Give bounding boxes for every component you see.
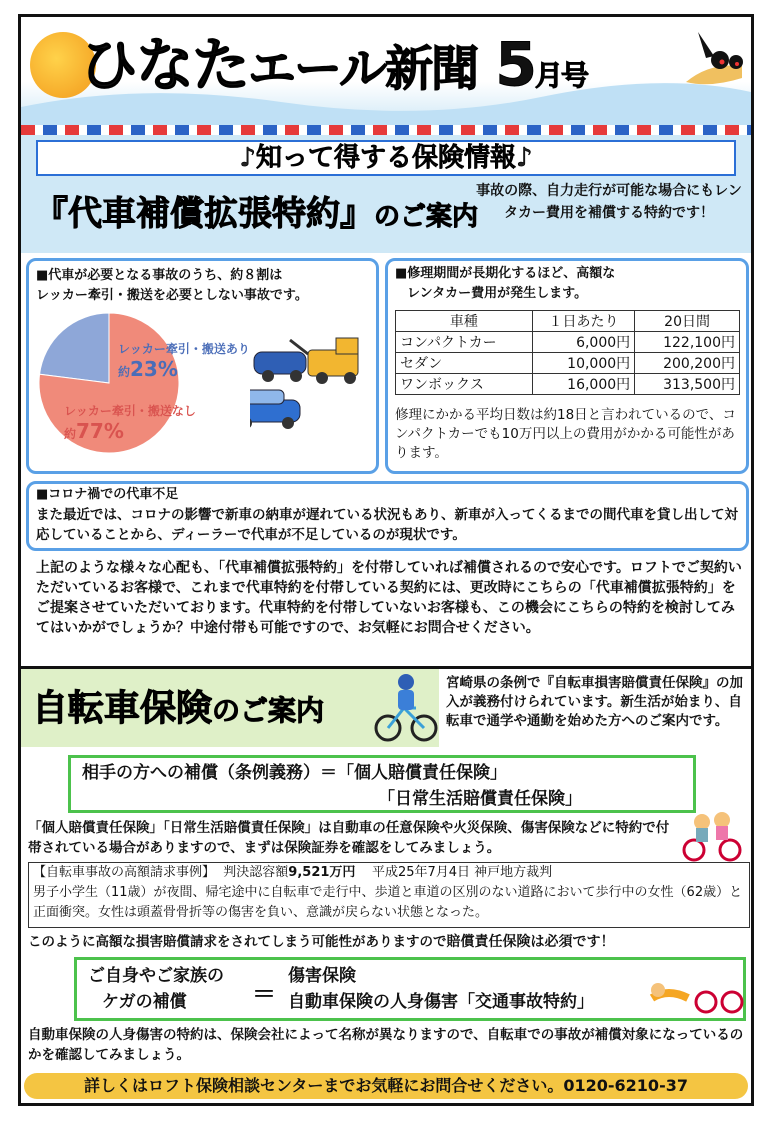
injury-equals: ＝ [252, 980, 276, 1008]
daisha-heading: 『代車補償拡張特約』のご案内 [34, 194, 479, 234]
decorative-stripe [21, 125, 751, 135]
liability-note: 「個人賠償責任保険」「日常生活賠償責任保険」は自動車の任意保険や火災保険、傷害保険などに特約で付帯されている場合がありますので、まずは保険証券を確認をしてみましょう。 [28, 820, 670, 856]
col-header: 車種 [396, 311, 533, 332]
repair-note: 修理にかかる平均日数は約18日と言われているので、コンパクトカーでも10万円以上の費用がかかる可能性があります。 [395, 407, 736, 461]
jitensha-heading: 自転車保険のご案内 [32, 688, 325, 729]
liability-content: 相手の方への補償（条例義務）＝「個人賠償責任保険」 「日常生活賠償責任保険」 [82, 763, 582, 809]
injury-right: 傷害保険 自動車保険の人身傷害「交通事故特約」 [288, 966, 594, 1012]
table-header-row [396, 311, 740, 332]
daisha-summary: 上記のような様々な心配も、「代車補償拡張特約」を付帯していれば補償されるので安心です。ロフトでご契約いただいているお客様で、これまで代車特約を付帯している契約には、更改時にこちらの「代車補償拡張特約」をご提案させていただいております。代車特約を付帯していないお客様も、この機会にこちらの特約を検討してみてはいかがでしょうか？中途付帯も可能ですので、お気軽にお問合せください。 [36, 560, 742, 636]
pie-label-tow: レッカー牽引・搬送あり 約23% [118, 342, 250, 381]
contact-footer: 詳しくはロフト保険相談センターまでお気軽にお問合せください。0120-6210-37 [24, 1073, 748, 1099]
accident-stats-title: ■代車が必要となる事故のうち、約８割は レッカー牽引・搬送を必要としない事故です。 [36, 268, 308, 303]
jitensha-intro: 宮崎県の条例で『自転車損害賠償責任保険』の加入が義務付けられています。新生活が始まり、自転車で通学や通勤を始めた方へのご案内です。 [446, 675, 743, 729]
table-row: ワンボックス 16,000円 313,500円 [396, 374, 740, 395]
pie-slice-tow [40, 313, 109, 383]
col-header: 20日間 [635, 311, 740, 332]
liability-warning: このように高額な損害賠償請求をされてしまう可能性がありますので賠償責任保険は必須です！ [28, 934, 615, 950]
col-header: １日あたり [532, 311, 634, 332]
table-row: セダン 10,000円 200,200円 [396, 353, 740, 374]
injury-note: 自動車保険の人身傷害の特約は、保険会社によって名称が異なりますので、自転車での事故が補償対象になっているのかを確認してみましょう。 [28, 1027, 744, 1063]
accident-case-box: 【自転車事故の高額請求事例】 判決認容額9,521万円 平成25年7月4日 神戸地方裁判 男子小学生（11歳）が夜間、帰宅途中に自転車で走行中、歩道と車道の区別のない道路において歩行中の女性（62歳）と正面衝突。女性は頭蓋骨骨折等の傷害を負い、意識が戻らない状態となった。 [28, 862, 750, 928]
swallow-icon [680, 22, 746, 92]
injury-left: ご自身やご家族の ケガの補償 [88, 966, 224, 1012]
rental-price-table [395, 310, 740, 395]
pie-label-no-tow: レッカー牽引・搬送なし 約77% [64, 404, 196, 443]
rental-cost-title: ■修理期間が長期化するほど、高額な レンタカー費用が発生します。 [395, 266, 616, 301]
bicycle-crash-icon [648, 968, 744, 1016]
insurance-info-banner: ♪知って得する保険情報♪ [36, 140, 736, 176]
newspaper-title: ひなたエール新聞 5月号 [80, 30, 588, 100]
family-bicycle-icon [676, 810, 748, 862]
tow-truck-illustration [250, 330, 375, 430]
cyclist-icon [374, 672, 438, 744]
daisha-intro: 事故の際、自力走行が可能な場合にもレンタカー費用を補償する特約です！ [476, 183, 742, 221]
table-row: コンパクトカー 6,000円 122,100円 [396, 332, 740, 353]
corona-content: ■コロナ禍での代車不足 また最近では、コロナの影響で新車の納車が遅れている状況もあり、新車が入ってくるまでの間代車を貸し出して対応していることから、ディーラーで代車が不足しているのが現状です。 [36, 487, 738, 543]
